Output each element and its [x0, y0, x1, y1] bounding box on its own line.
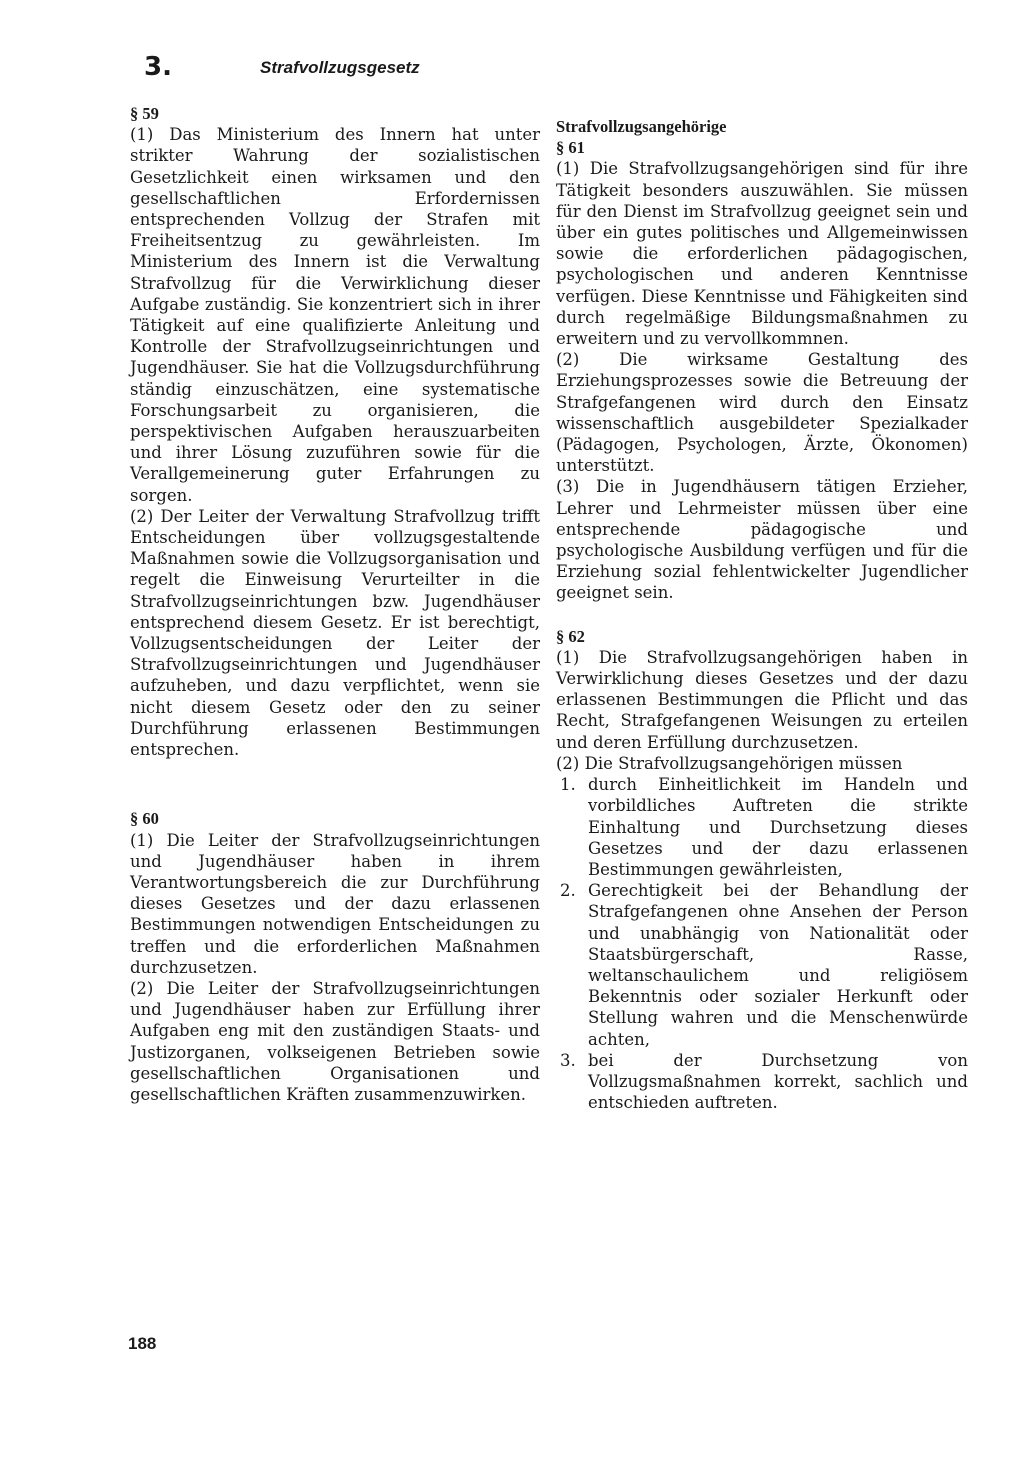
list-item-text: durch Einheitlichkeit im Handeln und vorbildliches Auftreten die strikte Einhaltung und Durchsetzung dieses Gesetzes und der dazu erlassenen Bestimmungen gewährleisten, — [588, 775, 968, 879]
duties-list — [556, 774, 968, 1113]
section-59 — [130, 103, 540, 760]
page-number: 188 — [128, 1334, 157, 1353]
section-61-paragraph-1: (1) Die Strafvollzugsangehörigen sind für ihre Tätigkeit besonders auszuwählen. Sie müssen für den Dienst im Strafvollzug geeignet sein und über ein gutes politisches und Allgemeinwissen sowie die erforderlichen pädagogischen, psychologischen und anderen Kenntnisse verfügen. Diese Kenntnisse und Fähigkeiten sind durch regelmäßige Bildungsmaßnahmen zu erweitern und zu vervollkommnen. — [556, 159, 968, 349]
section-61-paragraph-3: (3) Die in Jugendhäusern tätigen Erzieher, Lehrer und Lehrmeister müssen über eine entsprechende pädagogische und psychologische Ausbildung verfügen und für die Erziehung sozial fehlentwickelter Jugendlicher geeignet sein. — [556, 477, 968, 603]
section-60-paragraph-2: (2) Die Leiter der Strafvollzugseinrichtungen und Jugendhäuser haben zur Erfüllung ihrer Aufgaben eng mit den zuständigen Staats- und Justizorganen, volkseigenen Betrieben sowie gesellschaftlichen Organisationen und gesellschaftlichen Kräften zusammenzuwirken. — [130, 978, 540, 1104]
list-item-marker: 1. — [560, 775, 576, 795]
section-59-paragraph-1: (1) Das Ministerium des Innern hat unter strikter Wahrung der sozialistischen Gesetzlichkeit einen wirksamen und den gesellschaftlichen Erfordernissen entsprechenden Vollzug der Strafen mit Freiheitsentzug zu gewährleisten. Im Ministerium des Innern ist die Verwaltung Strafvollzug für die Verwirklichung dieser Aufgabe zuständig. Sie konzentriert sich in ihrer Tätigkeit auf eine qualifizierte Anleitung und Kontrolle der Strafvollzugseinrichtungen und Jugendhäuser. Sie hat die Vollzugsdurchführung ständig einzuschätzen, eine systematische Forschungsarbeit zu organisieren, die perspektivischen Aufgaben herauszuarbeiten und ihrer Lösung zuzuführen sowie für die Verallgemeinerung guter Erfahrungen zu sorgen. — [130, 125, 540, 505]
group-heading: Strafvollzugsangehörige — [556, 117, 727, 136]
chapter-number: 3. — [144, 52, 172, 82]
section-62-paragraph-2: (2) Die Strafvollzugsangehörigen müssen — [556, 753, 903, 773]
section-59-heading: § 59 — [130, 104, 159, 123]
section-62-heading: § 62 — [556, 626, 585, 646]
running-title: Strafvollzugsgesetz — [260, 58, 420, 77]
section-61-heading: § 61 — [556, 138, 585, 158]
right-column — [556, 116, 968, 1113]
section-62 — [556, 626, 968, 1114]
section-59-paragraph-2: (2) Der Leiter der Verwaltung Strafvollzug trifft Entscheidungen über vollzugsgestaltende Maßnahmen sowie die Vollzugsorganisation und regelt die Einweisung Verurteilter in die Strafvollzugseinrichtungen bzw. Jugendhäuser entsprechend diesem Gesetz. Er ist berechtigt, Vollzugsentscheidungen der Leiter der Strafvollzugseinrichtungen und Jugendhäuser aufzuheben, und dazu verpflichtet, wenn sie nicht diesem Gesetz oder den zu seiner Durchführung erlassenen Bestimmungen entsprechen. — [130, 506, 540, 760]
list-item-text: bei der Durchsetzung von Vollzugsmaßnahmen korrekt, sachlich und entschieden auftreten. — [588, 1050, 968, 1113]
section-60 — [130, 808, 540, 1105]
section-62-paragraph-1: (1) Die Strafvollzugsangehörigen haben in Verwirklichung dieses Gesetzes und der dazu erlassenen Bestimmungen die Pflicht und das Recht, Strafgefangenen Weisungen zu erteilen und deren Erfüllung durchzusetzen. — [556, 647, 968, 752]
list-item — [556, 1050, 968, 1114]
page-header — [144, 52, 564, 88]
list-item-marker: 2. — [560, 881, 576, 901]
section-61-paragraph-2: (2) Die wirksame Gestaltung des Erziehungsprozesses sowie die Betreuung der Strafgefangenen wird durch den Einsatz wissenschaftlich ausgebildeter Spezialkader (Pädagogen, Psychologen, Ärzte, Ökonomen) unterstützt. — [556, 350, 968, 476]
list-item — [556, 880, 968, 1050]
left-column — [130, 103, 540, 1105]
list-item-text: Gerechtigkeit bei der Behandlung der Strafgefangenen ohne Ansehen der Person und unabhängig von Nationalität oder Staatsbürgerschaft, Rasse, weltanschaulichem und religiösem Bekenntnis oder sozialer Herkunft oder Stellung wahren und die Menschenwürde achten, — [588, 881, 968, 1049]
section-61 — [556, 137, 968, 603]
section-60-heading: § 60 — [130, 809, 159, 829]
section-60-paragraph-1: (1) Die Leiter der Strafvollzugseinrichtungen und Jugendhäuser haben in ihrem Verantwortungsbereich die zur Durchführung dieses Gesetzes und der dazu erlassenen Bestimmungen notwendigen Entscheidungen zu treffen und die erforderlichen Maßnahmen durchzusetzen. — [130, 830, 540, 977]
list-item-marker: 3. — [560, 1050, 576, 1070]
list-item — [556, 774, 968, 880]
